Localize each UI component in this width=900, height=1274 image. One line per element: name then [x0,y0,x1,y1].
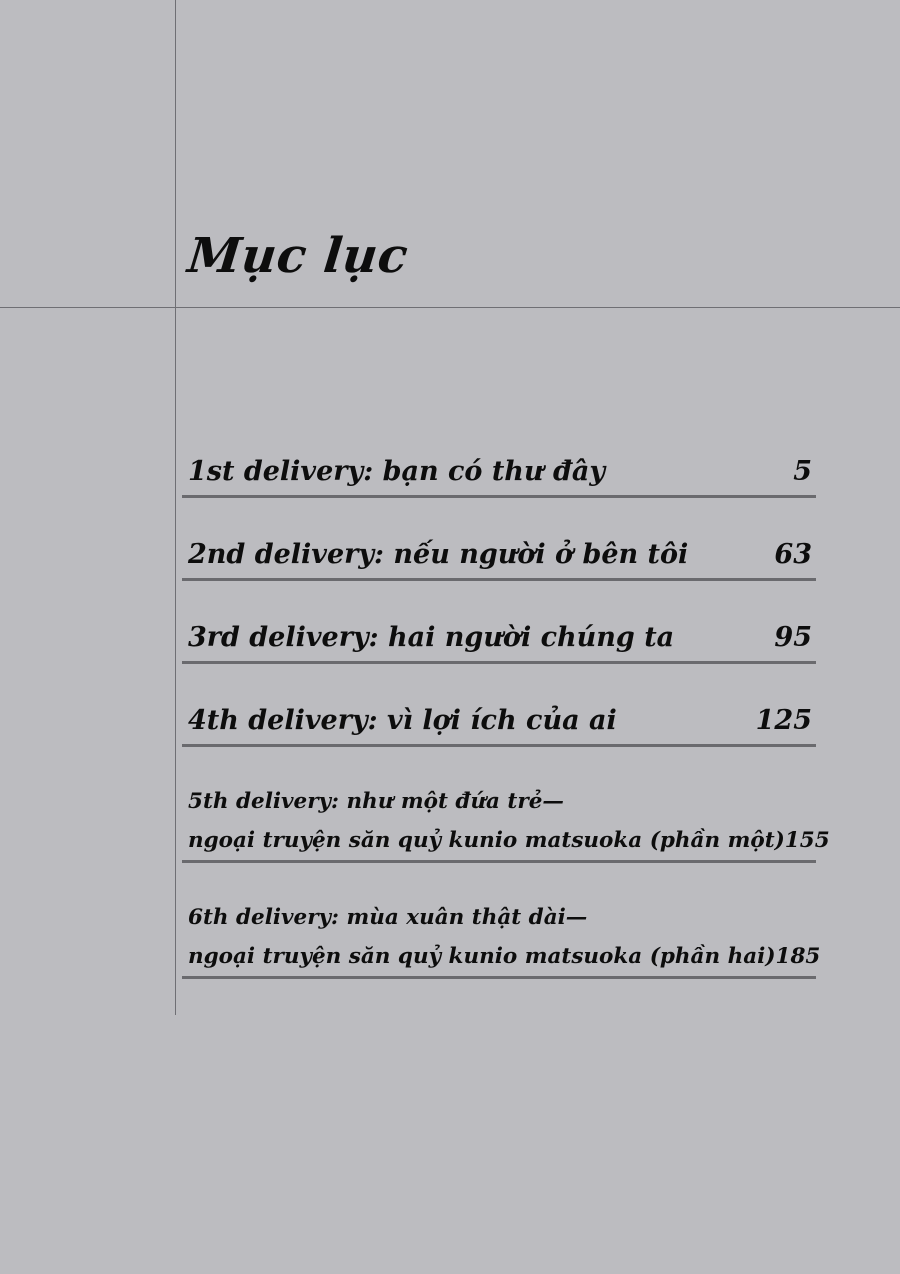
table-of-contents [182,0,830,1274]
toc-entry-rule [182,860,816,863]
toc-entry-6 [182,904,821,979]
toc-entry-rule [182,578,816,581]
toc-entry-title-line: 5th delivery: như một đứa trẻ— [188,789,564,814]
toc-entry-page-number: 95 [774,622,812,653]
toc-entry-title-line: 6th delivery: mùa xuân thật dài— [188,905,588,930]
vertical-divider-line [175,0,176,1015]
toc-entry-page-number: 63 [774,539,812,570]
toc-entry-page-number: 125 [755,705,812,736]
toc-entry-3 [182,621,816,664]
toc-entry-label: 4th delivery: vì lợi ích của ai [188,705,617,736]
toc-entry-1 [182,455,816,498]
page-title: Mục lục [185,228,411,284]
toc-entry-rule [182,976,816,979]
toc-entry-rule [182,495,816,498]
toc-entry-2 [182,538,816,581]
toc-entry-5 [182,788,830,863]
toc-entry-page-number: 155 [784,828,830,853]
toc-entry-rule [182,744,816,747]
toc-entry-subtitle: ngoại truyện săn quỷ kunio matsuoka (phần một) [188,828,785,853]
toc-entry-label: 2nd delivery: nếu người ở bên tôi [188,539,689,570]
toc-entry-4 [182,704,816,747]
toc-entry-subtitle: ngoại truyện săn quỷ kunio matsuoka (phần hai) [188,944,776,969]
toc-entry-page-number: 5 [793,456,812,487]
toc-entry-page-number: 185 [775,944,821,969]
toc-entry-label: 1st delivery: bạn có thư đây [188,456,606,487]
toc-entry-label: 3rd delivery: hai người chúng ta [188,622,675,653]
toc-entry-rule [182,661,816,664]
